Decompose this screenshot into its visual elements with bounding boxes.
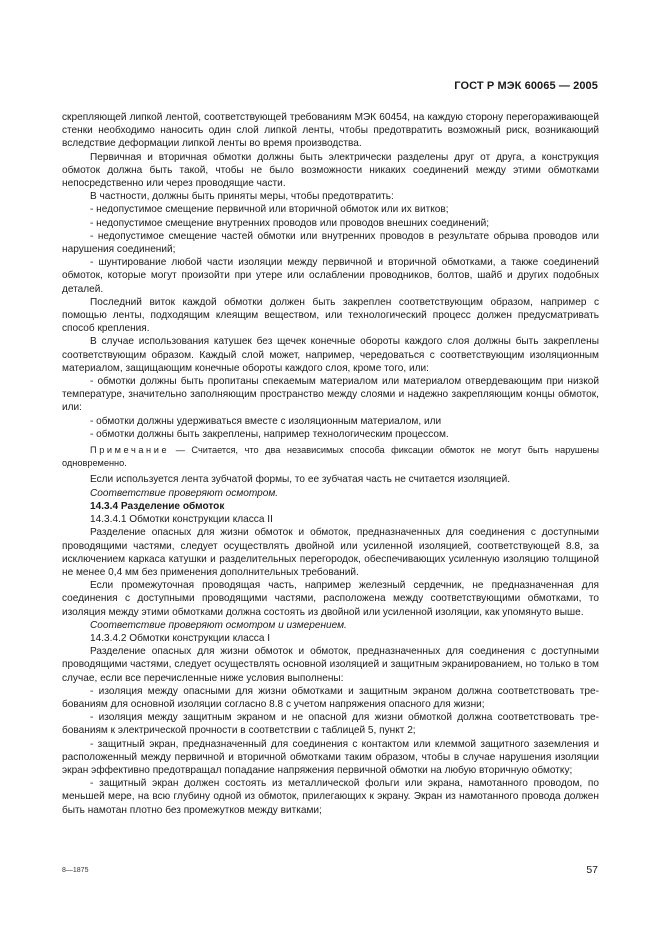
note [62,444,599,470]
list-item: - недопустимое смещение внутренних проводов или проводов внешних соединений; [90,217,490,229]
subsection-heading: 14.3.4.2 Обмотки конструкции класса I [90,632,271,644]
list-item: - защитный экран должен состоять из металлической фольги или экрана, намотанного проводом, по меньшей мере, на всю глубину одной из обмоток, прилегающих к экрану. Экран из намотанного провода должен быть намотан плотно без промежутков между витками; [62,778,599,816]
paragraph: Разделение опасных для жизни обмоток и обмоток, предназначенных для соединения с доступными проводящими частями, следует осуществлять основной изоляцией и защитным экранированием, но только в том случае, если все перечисленные ниже условия выполнены: [62,646,599,684]
compliance-statement: Соответствие проверяют осмотром и измерением. [90,619,347,631]
list-item: - обмотки должны удерживаться вместе с изоляционным материалом, или [90,415,442,427]
document-body [62,111,599,817]
section-heading: 14.3.4 Разделение обмоток [90,500,225,512]
paragraph: Разделение опасных для жизни обмоток и обмоток, предназначенных для соединения с доступными проводящими частями, следует осуществлять двойной или усиленной изоляцией, соответствующей 8.8, за исключением каркаса катушки и разделительных перегородок, обеспечивающих усиленную изоляцию толщиной не менее 0,4 мм без применения дополнительных требований. [62,527,599,578]
list-item: - недопустимое смещение первичной или вторичной обмоток или их витков; [90,204,449,216]
compliance-statement: Соответствие проверяют осмотром. [90,487,279,499]
paragraph: Если промежуточная проводящая часть, например железный сердечник, не предназначенная для соединения с доступными проводящими частями, расположена между соответствующими обмотками, то изоляция между этими обмотками должна состоять из двойной или усиленной изоляции, как упомянуто выше. [62,580,599,618]
subsection-heading: 14.3.4.1 Обмотки конструкции класса II [90,514,273,526]
list-item: - изоляция между опасными для жизни обмотками и защитным экраном должна соответствовать требованиям для основной изоляции согласно 8.8 с учетом напряжения опасного для жизни; [62,685,599,710]
note-text: — Считается, что два независимых способа фиксации обмоток не могут быть нарушены одновременно. [62,445,599,469]
standard-header: ГОСТ Р МЭК 60065 — 2005 [454,80,598,92]
print-code: 8—1875 [62,867,89,874]
list-item: - изоляция между защитным экраном и не опасной для жизни обмоткой должна соответствовать требованиям к электрической прочности в соответствии с таблицей 5, пункт 2; [62,712,599,737]
list-item: - обмотки должны быть закреплены, например технологическим процессом. [90,428,449,440]
list-item: - обмотки должны быть пропитаны спекаемым материалом или материалом отвердевающим при низкой температуре, значительно заполняющим пространство между слоями и надежно закрепляющим концы обмоток, или: [62,376,599,414]
paragraph: В частности, должны быть приняты меры, чтобы предотвратить: [90,191,394,203]
list-item: - недопустимое смещение частей обмотки или внутренних проводов в результате обрыва проводов или нарушения соединений; [62,230,599,256]
paragraph: В случае использования катушек без щечек конечные обороты каждого слоя должны быть закреплены соответствующим образом. Каждый слой может, например, чередоваться с соответствующим изоляционным материалом, защищающим конечные обороты каждого слоя, кроме того, или: [62,336,599,374]
paragraph: скрепляющей липкой лентой, соответствующей требованиям МЭК 60454, на каждую сторону перегораживающей стенки необходимо наносить один слой липкой ленты, чтобы предотвратить возможный риск, возникающий вследствие деформации липкой ленты во время производства. [62,112,599,150]
list-item: - шунтирование любой части изоляции между первичной и вторичной обмотками, а также соединений обмоток, которые могут произойти при утере или ослаблении проводников, болтов, шайб и других подобных деталей. [62,257,599,295]
paragraph: Если используется лента зубчатой формы, то ее зубчатая часть не считается изоляцией. [90,474,511,486]
list-item: - защитный экран, предназначенный для соединения с контактом или клеммой защитного заземления и расположенный между первичной и вторичной обмотками таким образом, чтобы в случае нарушения изоляции экран эффективно предотвращал попадание напряжения первичной обмотки на любую вторичную обмотку; [62,738,599,776]
paragraph: Первичная и вторичная обмотки должны быть электрически разделены друг от друга, а конструкция обмоток должна быть такой, чтобы не было возможности никаких соединений между этими обмотками непосредственно или через проводящие части. [62,151,599,190]
paragraph: Последний виток каждой обмотки должен быть закреплен соответствующим образом, например с помощью ленты, подходящим клеящим веществом, или технологический процесс должен предусматривать способ крепления. [62,296,599,335]
page-number: 57 [586,864,598,876]
note-label: Примечание [90,445,170,456]
